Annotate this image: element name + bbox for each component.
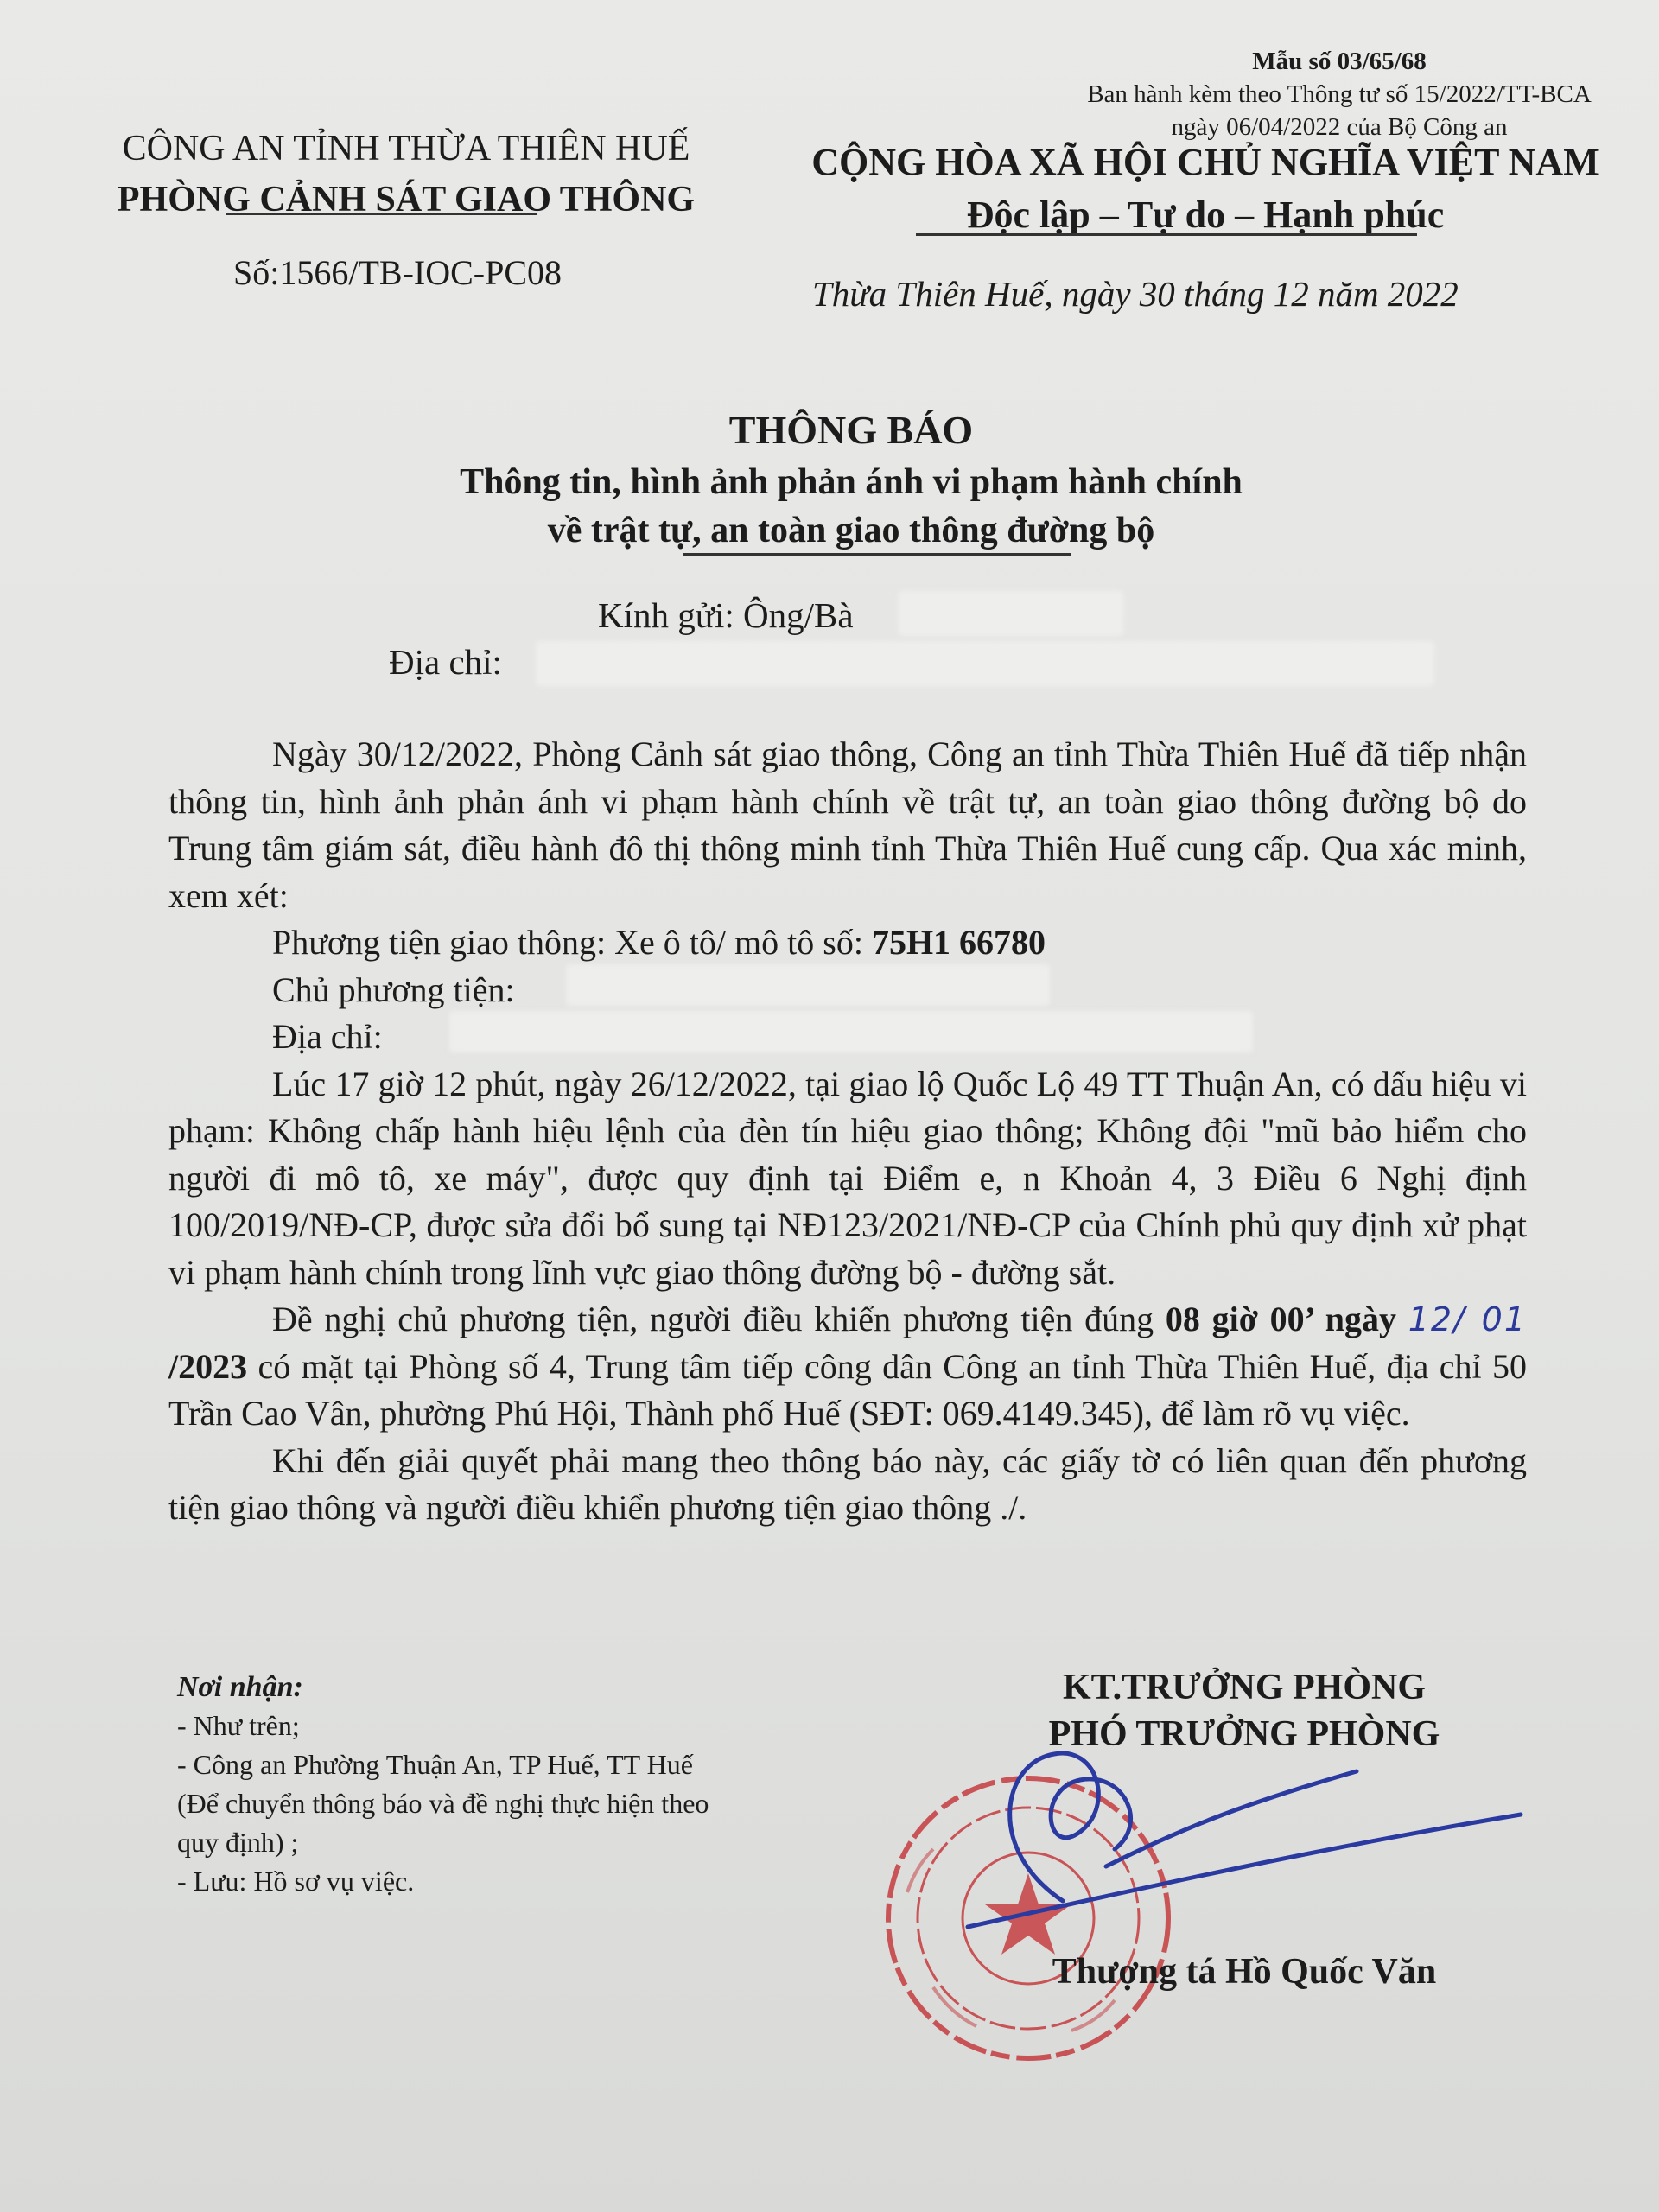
- vehicle-label: Phương tiện giao thông: Xe ô tô/ mô tô số:: [272, 923, 863, 962]
- redacted-owner-name: [566, 964, 1050, 1006]
- document-body: [168, 731, 1527, 1532]
- agency-parent: CÔNG AN TỈNH THỪA THIÊN HUẾ: [122, 129, 690, 168]
- signature-titles: [916, 1664, 1573, 1758]
- country-name: CỘNG HÒA XÃ HỘI CHỦ NGHĨA VIỆT NAM: [811, 141, 1599, 183]
- issued-line-2: ngày 06/04/2022 của Bộ Công an: [1171, 113, 1508, 141]
- recipient-item: quy định) ;: [177, 1827, 299, 1858]
- redacted-recipient-address: [536, 641, 1434, 686]
- issued-line-1: Ban hành kèm theo Thông tư số 15/2022/TT-BCA: [1087, 80, 1592, 108]
- document-title: THÔNG BÁO: [728, 408, 974, 452]
- signer-name: Thượng tá Hồ Quốc Văn: [1052, 1952, 1437, 1992]
- sign-title-1: KT.TRƯỞNG PHÒNG: [1063, 1668, 1426, 1707]
- paragraph-violation: Lúc 17 giờ 12 phút, ngày 26/12/2022, tại giao lộ Quốc Lộ 49 TT Thuận An, có dấu hiệu vi phạm: Không chấp hành hiệu lệnh của đèn tín hiệu giao thông; Không đội "mũ bảo hiểm cho người đi mô tô, xe máy", được quy định tại Điểm e, n Khoản 4, 3 Điều 6 Nghị định 100/2019/NĐ-CP, được sửa đổi bổ sung tại NĐ123/2021/NĐ-CP của Chính phủ quy định xử phạt vi phạm hành chính trong lĩnh vực giao thông đường bộ - đường sắt.: [168, 1064, 1527, 1292]
- owner-label: Chủ phương tiện:: [272, 969, 515, 1009]
- recipients-label: Nơi nhận:: [177, 1671, 303, 1703]
- recipients-block: [177, 1668, 709, 1901]
- document-subtitle: [0, 458, 1659, 555]
- form-reference: [1063, 45, 1616, 143]
- recipient-address-label: Địa chỉ:: [389, 642, 502, 682]
- paragraph-summons: [168, 1296, 1527, 1438]
- paragraph-intro: Ngày 30/12/2022, Phòng Cảnh sát giao thông, Công an tỉnh Thừa Thiên Huế đã tiếp nhận thông tin, hình ảnh phản ánh vi phạm hành chính về trật tự, an toàn giao thông đường bộ do Trung tâm giám sát, điều hành đô thị thông minh tỉnh Thừa Thiên Huế cung cấp. Qua xác minh, xem xét:: [168, 734, 1527, 915]
- agency-underline: [226, 213, 537, 215]
- recipient-item: - Lưu: Hồ sơ vụ việc.: [177, 1866, 415, 1897]
- subtitle-line-2: về trật tự, an toàn giao thông đường bộ: [547, 511, 1155, 550]
- agency-header: [95, 123, 717, 225]
- recipient-item: - Như trên;: [177, 1710, 300, 1741]
- recipient-item: (Để chuyển thông báo và đề nghị thực hiện theo: [177, 1788, 709, 1819]
- summons-text-a: Đề nghị chủ phương tiện, người điều khiển phương tiện đúng: [272, 1300, 1154, 1338]
- recipient-item: - Công an Phường Thuận An, TP Huế, TT Huế: [177, 1749, 693, 1780]
- license-plate: 75H1 66780: [871, 923, 1046, 962]
- summons-time: 08 giờ 00’ ngày: [1165, 1300, 1396, 1338]
- summons-year: /2023: [168, 1346, 248, 1386]
- title-underline: [683, 553, 1071, 556]
- form-number: Mẫu số 03/65/68: [1252, 48, 1427, 75]
- vehicle-line: [168, 919, 1527, 967]
- redacted-recipient-name: [899, 591, 1123, 636]
- paragraph-documents: Khi đến giải quyết phải mang theo thông báo này, các giấy tờ có liên quan đến phương tiện giao thông và người điều khiển phương tiện giao thông ./.: [168, 1440, 1527, 1527]
- redacted-owner-address: [449, 1011, 1253, 1052]
- summons-text-b: có mặt tại Phòng số 4, Trung tâm tiếp công dân Công an tỉnh Thừa Thiên Huế, địa chỉ 50 Trần Cao Vân, phường Phú Hội, Thành phố Huế (SĐT: 069.4149.345), để làm rõ vụ việc.: [168, 1346, 1527, 1433]
- national-motto: Độc lập – Tự do – Hạnh phúc: [966, 194, 1445, 236]
- sign-title-2: PHÓ TRƯỞNG PHÒNG: [1048, 1714, 1440, 1754]
- subtitle-line-1: Thông tin, hình ảnh phản ánh vi phạm hành chính: [460, 462, 1243, 502]
- motto-underline: [916, 233, 1417, 236]
- owner-address-label: Địa chỉ:: [272, 1017, 383, 1056]
- document-number: Số:1566/TB-IOC-PC08: [233, 253, 563, 292]
- place-date: Thừa Thiên Huế, ngày 30 tháng 12 năm 2022: [812, 274, 1459, 314]
- national-header: [752, 137, 1659, 242]
- handwritten-date: 12/ 01: [1408, 1300, 1528, 1338]
- agency-name: PHÒNG CẢNH SÁT GIAO THÔNG: [117, 180, 696, 219]
- recipient-label: Kính gửi: Ông/Bà: [598, 595, 854, 635]
